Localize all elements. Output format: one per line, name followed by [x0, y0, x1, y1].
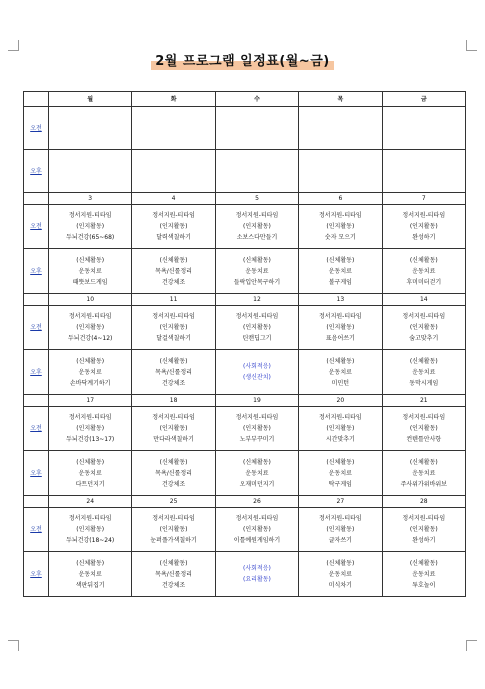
schedule-cell [215, 451, 298, 496]
am-row [24, 407, 466, 451]
date-cell: 11 [132, 294, 215, 306]
activity-line: 정서지원-티타임 [318, 414, 362, 421]
am-row [24, 306, 466, 350]
schedule-cell [132, 306, 215, 350]
pm-label-cell [24, 552, 49, 597]
activity-line: 건강체조 [161, 278, 186, 286]
activity-line: 동막시게임 [409, 379, 439, 387]
schedule-cell [215, 350, 298, 395]
activity-line: 완성하기 [412, 537, 436, 544]
activity-line: 정서지원-티타임 [68, 414, 112, 421]
activity-line: (인지활동) [159, 223, 188, 230]
activity-line: 색판뒤집기 [75, 581, 105, 589]
activity-line: 때뜻보드게임 [72, 278, 108, 286]
activity-line: 목욕/신롤정리 [155, 267, 192, 275]
activity-line: (인지활동) [326, 526, 355, 533]
schedule-cell [215, 107, 298, 150]
activity-line: 이틀예원게임하기 [233, 537, 281, 544]
activity-line: 미민턴 [331, 379, 350, 387]
period-label: 오전 [30, 526, 42, 533]
table-header-row [24, 92, 466, 107]
schedule-cell [299, 350, 382, 395]
activity-line: 운동치료 [412, 368, 436, 376]
activity-line: 운동치료 [78, 469, 102, 477]
schedule-cell [215, 150, 298, 193]
activity-line: (인지활동) [243, 324, 271, 331]
activity-line: (신체활동) [159, 559, 188, 567]
activity-line: 정서지원-티타임 [402, 212, 446, 219]
activity-line: (요리활동) [243, 576, 271, 583]
activity-line: (인지활동) [159, 324, 188, 331]
date-cell: 18 [132, 395, 215, 407]
date-cell: 10 [49, 294, 132, 306]
activity-line: 두뇌건강(13~17) [66, 436, 115, 443]
activity-line: 정서지원-티타임 [235, 313, 279, 320]
date-cell: 14 [382, 294, 465, 306]
am-label-cell [24, 508, 49, 552]
title-wrapper [0, 50, 485, 71]
activity-line: 목욕/신롤정리 [155, 570, 192, 578]
day-header: 목 [299, 92, 382, 107]
date-row-label-cell [24, 294, 49, 306]
activity-line: 운동치료 [245, 469, 269, 477]
activity-line: (인지활동) [243, 526, 271, 533]
activity-line: 운동치료 [412, 570, 436, 578]
schedule-cell [215, 249, 298, 294]
schedule-cell [49, 350, 132, 395]
schedule-cell [299, 407, 382, 451]
pm-row [24, 350, 466, 395]
schedule-cell [132, 107, 215, 150]
schedule-cell [382, 205, 465, 249]
activity-line: (신체활동) [326, 357, 355, 365]
schedule-cell [132, 249, 215, 294]
schedule-cell [49, 508, 132, 552]
schedule-cell [382, 552, 465, 597]
activity-line: 만다라색칠하기 [153, 436, 194, 443]
am-label-cell [24, 407, 49, 451]
activity-line: 노부부꾸미기 [239, 436, 275, 443]
activity-line: 달걸색칠하기 [156, 335, 191, 342]
activity-line: 운동치료 [412, 267, 436, 275]
activity-line: (신체활동) [76, 559, 105, 567]
activity-line: 두뇌건강(4~12) [68, 335, 113, 342]
pm-label-cell [24, 150, 49, 193]
activity-line: 운동치료 [78, 570, 102, 578]
activity-line: 운동치료 [328, 368, 352, 376]
schedule-cell [49, 107, 132, 150]
page-title: 2월 프로그램 일정표(월~금) [151, 53, 333, 71]
activity-line: 주사위가위바위보 [400, 480, 447, 488]
activity-line: (신체활동) [409, 458, 438, 466]
date-cell: 6 [299, 193, 382, 205]
activity-line: (신체활동) [243, 458, 271, 466]
activity-line: (신체활동) [159, 458, 188, 466]
period-label: 오후 [30, 167, 42, 175]
activity-line: 정서지원-티타임 [235, 515, 279, 522]
activity-line: 탁구게임 [328, 480, 352, 488]
activity-line: 오재미던지기 [239, 480, 275, 488]
activity-line: 다트던지기 [75, 480, 105, 488]
activity-line: (인지활동) [76, 526, 105, 533]
crop-mark-bottom-left [8, 640, 19, 651]
period-label: 오후 [30, 368, 42, 376]
activity-line: (신체활동) [326, 256, 355, 264]
schedule-cell [299, 552, 382, 597]
activity-line: 숫자 모으기 [324, 234, 356, 241]
schedule-cell [382, 150, 465, 193]
day-header: 금 [382, 92, 465, 107]
activity-line: (인지활동) [76, 425, 105, 432]
activity-line: 운동치료 [245, 267, 269, 275]
period-label: 오후 [30, 570, 42, 578]
activity-line: 목욕/신롤정리 [155, 469, 192, 477]
schedule-cell [299, 508, 382, 552]
date-cell: 7 [382, 193, 465, 205]
activity-line: 표음어쓰기 [325, 335, 355, 342]
schedule-cell [215, 407, 298, 451]
activity-line: 들락입안목구하기 [233, 278, 281, 286]
date-cell: 3 [49, 193, 132, 205]
schedule-cell [49, 451, 132, 496]
schedule-cell [132, 508, 215, 552]
activity-line: (인지활동) [243, 425, 271, 432]
am-row [24, 107, 466, 150]
date-cell: 27 [299, 496, 382, 508]
day-header: 화 [132, 92, 215, 107]
schedule-cell [132, 407, 215, 451]
day-header: 월 [49, 92, 132, 107]
activity-line: 시간맞추기 [325, 436, 355, 443]
activity-line: (사회적응) [243, 565, 271, 572]
date-row [24, 496, 466, 508]
pm-row [24, 552, 466, 597]
activity-line: 투호놀이 [412, 581, 436, 589]
activity-line: 정서지원-티타임 [235, 414, 279, 421]
schedule-cell [215, 205, 298, 249]
date-cell: 12 [215, 294, 298, 306]
activity-line: (인지활동) [409, 223, 438, 230]
am-row [24, 205, 466, 249]
activity-line: (인지활동) [76, 324, 105, 331]
activity-line: 정서지원-티타임 [235, 212, 279, 219]
schedule-cell [382, 350, 465, 395]
period-label: 오후 [30, 469, 42, 477]
schedule-cell [132, 350, 215, 395]
date-row [24, 395, 466, 407]
schedule-cell [215, 552, 298, 597]
am-label-cell [24, 107, 49, 150]
schedule-cell [49, 249, 132, 294]
activity-line: (인지활동) [326, 324, 355, 331]
activity-line: 두뇌건강(65~68) [66, 234, 115, 241]
activity-line: 운동치료 [78, 368, 102, 376]
activity-line: 정서지원-티타임 [318, 313, 362, 320]
am-label-cell [24, 306, 49, 350]
date-row-label-cell [24, 193, 49, 205]
schedule-table [23, 91, 466, 597]
date-cell: 4 [132, 193, 215, 205]
pm-row [24, 150, 466, 193]
am-label-cell [24, 205, 49, 249]
activity-line: 두뇌건강(18~24) [66, 537, 115, 544]
period-label: 오전 [30, 324, 42, 331]
activity-line: (인지활동) [409, 425, 438, 432]
activity-line: (인지활동) [409, 526, 438, 533]
date-cell: 26 [215, 496, 298, 508]
activity-line: 정서지원-티타임 [152, 414, 195, 421]
activity-line: 정서지원-티타임 [68, 515, 112, 522]
activity-line: 손바닥계기하기 [69, 379, 111, 387]
activity-line: 정서지원-티타임 [402, 515, 446, 522]
schedule-cell [49, 552, 132, 597]
schedule-cell [49, 205, 132, 249]
schedule-cell [299, 451, 382, 496]
activity-line: (인지활동) [326, 425, 355, 432]
schedule-cell [49, 150, 132, 193]
period-label: 오전 [30, 124, 42, 132]
activity-line: (신체활동) [409, 256, 438, 264]
pm-row [24, 249, 466, 294]
header-corner-cell [24, 92, 49, 107]
pm-row [24, 451, 466, 496]
schedule-cell [299, 205, 382, 249]
activity-line: 달력색칠하기 [156, 234, 191, 241]
schedule-cell [132, 552, 215, 597]
activity-line: 후미미터걷기 [406, 278, 442, 286]
activity-line: 운동치료 [78, 267, 102, 275]
date-row-label-cell [24, 395, 49, 407]
date-cell: 28 [382, 496, 465, 508]
schedule-cell [382, 508, 465, 552]
activity-line: (신체활동) [159, 357, 188, 365]
activity-line: (생신잔치) [243, 374, 271, 381]
schedule-cell [382, 107, 465, 150]
date-cell: 21 [382, 395, 465, 407]
pm-label-cell [24, 451, 49, 496]
activity-line: 정서지원-티타임 [152, 313, 195, 320]
date-cell: 5 [215, 193, 298, 205]
schedule-cell [215, 508, 298, 552]
activity-line: 컨텐틀안사항 [406, 436, 442, 443]
activity-line: (신체활동) [243, 256, 271, 264]
activity-line: (인지활동) [409, 324, 438, 331]
am-row [24, 508, 466, 552]
activity-line: 정서지원-티타임 [402, 414, 446, 421]
activity-line: (인지활동) [159, 526, 188, 533]
activity-line: 정서지원-티타임 [68, 212, 112, 219]
activity-line: 정서지원-티타임 [318, 515, 362, 522]
schedule-cell [299, 306, 382, 350]
date-cell: 20 [299, 395, 382, 407]
schedule-cell [299, 107, 382, 150]
activity-line: (인지활동) [159, 425, 188, 432]
activity-line: 운동치료 [328, 469, 352, 477]
date-row-label-cell [24, 496, 49, 508]
activity-line: 숨고맞추기 [409, 335, 439, 342]
schedule-cell [382, 249, 465, 294]
crop-mark-bottom-right [466, 640, 477, 651]
activity-line: 눈퍼플가색칠하기 [150, 537, 197, 544]
activity-line: (신체활동) [326, 559, 355, 567]
pm-label-cell [24, 350, 49, 395]
activity-line: 운동치료 [328, 267, 352, 275]
activity-line: 운동치료 [412, 469, 436, 477]
activity-line: (신체활동) [159, 256, 188, 264]
activity-line: 완성하기 [412, 234, 436, 241]
activity-line: (신체활동) [326, 458, 355, 466]
activity-line: 정서지원-티타임 [152, 212, 195, 219]
schedule-cell [299, 249, 382, 294]
schedule-cell [382, 451, 465, 496]
period-label: 오전 [30, 425, 42, 432]
date-cell: 13 [299, 294, 382, 306]
activity-line: 운동치료 [328, 570, 352, 578]
activity-line: 정서지원-티타임 [318, 212, 362, 219]
activity-line: (인지활동) [76, 223, 105, 230]
schedule-body [24, 92, 466, 597]
period-label: 오전 [30, 223, 42, 230]
activity-line: 글자쓰기 [328, 537, 352, 544]
schedule-cell [132, 205, 215, 249]
activity-line: (사회적응) [243, 363, 271, 370]
date-row [24, 294, 466, 306]
schedule-cell [382, 407, 465, 451]
activity-line: 건강체조 [161, 480, 186, 488]
activity-line: 정서지원-티타임 [402, 313, 446, 320]
pm-label-cell [24, 249, 49, 294]
schedule-cell [382, 306, 465, 350]
activity-line: 정서지원-티타임 [152, 515, 195, 522]
activity-line: (인지활동) [326, 223, 355, 230]
activity-line: 틴캔딥그기 [242, 335, 272, 342]
date-cell: 24 [49, 496, 132, 508]
activity-line: 정서지원-티타임 [68, 313, 112, 320]
activity-line: 건강체조 [161, 379, 186, 387]
activity-line: 볼구게임 [328, 278, 352, 286]
date-cell: 17 [49, 395, 132, 407]
activity-line: 소보스다만들기 [236, 234, 278, 241]
date-cell: 19 [215, 395, 298, 407]
activity-line: (신체활동) [76, 458, 105, 466]
period-label: 오후 [30, 267, 42, 275]
activity-line: (신체활동) [76, 256, 105, 264]
date-row [24, 193, 466, 205]
schedule-cell [299, 150, 382, 193]
activity-line: (신체활동) [76, 357, 105, 365]
activity-line: 미식차기 [328, 581, 352, 589]
activity-line: (신체활동) [409, 357, 438, 365]
schedule-cell [49, 306, 132, 350]
date-cell: 25 [132, 496, 215, 508]
schedule-cell [215, 306, 298, 350]
schedule-cell [132, 451, 215, 496]
schedule-cell [49, 407, 132, 451]
activity-line: 건강체조 [161, 581, 186, 589]
activity-line: (신체활동) [409, 559, 438, 567]
schedule-cell [132, 150, 215, 193]
activity-line: 목욕/신롤정리 [155, 368, 192, 376]
activity-line: (인지활동) [243, 223, 271, 230]
day-header: 수 [215, 92, 298, 107]
